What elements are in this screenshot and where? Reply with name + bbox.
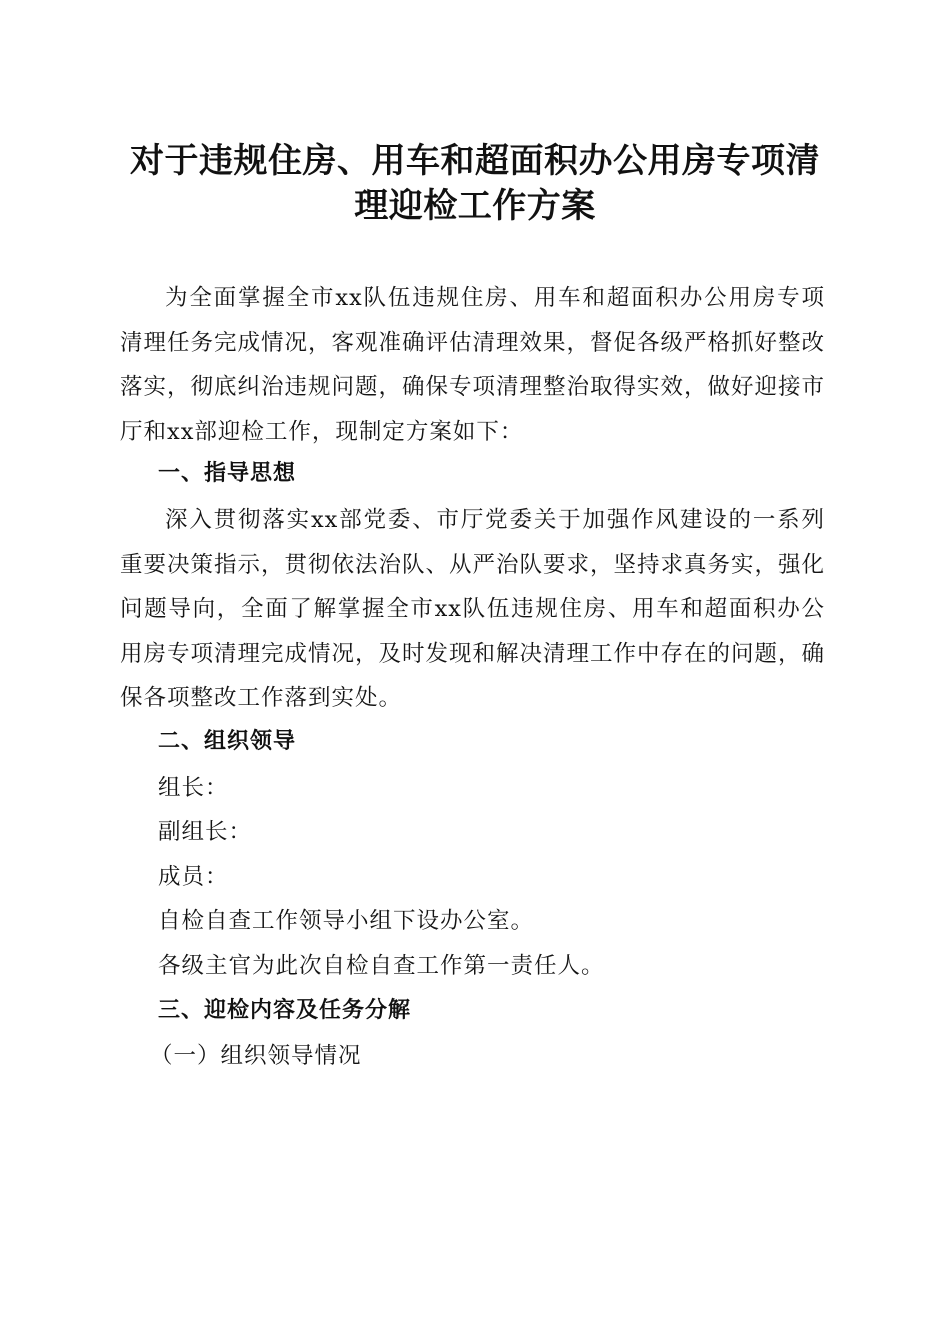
members-line: 成员： bbox=[158, 864, 229, 890]
intro-paragraph: 为全面掌握全市xx队伍违规住房、用车和超面积办公用房专项清理任务完成情况，客观准确评估清理效果，督促各级严格抓好整改落实，彻底纠治违规问题，确保专项清理整治取得实效，做好迎接市厅和xx部迎检工作，现制定方案如下： bbox=[120, 285, 826, 445]
group-leader-line: 组长： bbox=[158, 775, 229, 801]
document-title-line-1: 对于违规住房、用车和超面积办公用房专项清 bbox=[130, 141, 820, 181]
section-heading-guiding-thought: 一、指导思想 bbox=[158, 461, 297, 486]
section-heading-organization: 二、组织领导 bbox=[158, 729, 297, 754]
subheading-organization-status: （一）组织领导情况 bbox=[150, 1043, 362, 1069]
responsibility-note-line: 各级主官为此次自检自查工作第一责任人。 bbox=[158, 953, 605, 979]
guiding-thought-paragraph: 深入贯彻落实xx部党委、市厅党委关于加强作风建设的一系列重要决策指示，贯彻依法治队、从严治队要求，坚持求真务实，强化问题导向，全面了解掌握全市xx队伍违规住房、用车和超面积办公用房专项清理完成情况，及时发现和解决清理工作中存在的问题，确保各项整改工作落到实处。 bbox=[120, 507, 826, 711]
section-heading-inspection-content: 三、迎检内容及任务分解 bbox=[158, 998, 412, 1023]
deputy-leader-line: 副组长： bbox=[158, 819, 253, 845]
office-note-line: 自检自查工作领导小组下设办公室。 bbox=[158, 908, 535, 934]
document-title-line-2: 理迎检工作方案 bbox=[354, 186, 596, 226]
